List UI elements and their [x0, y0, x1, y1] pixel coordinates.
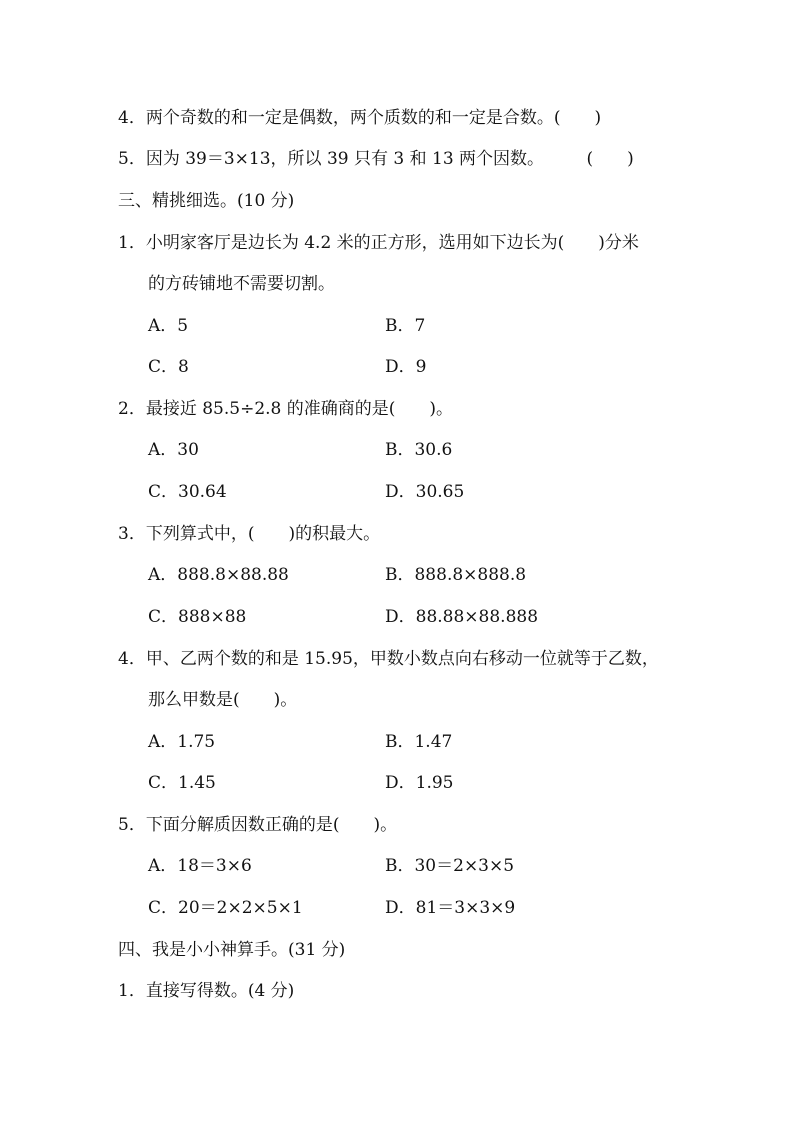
s3-q3-line1: 3．下列算式中，( )的积最大。 — [118, 524, 381, 544]
s3-q4-line1: 4．甲、乙两个数的和是 15.95，甲数小数点向右移动一位就等于乙数， — [118, 649, 659, 669]
s3-q1-option-c: C．8 — [148, 357, 189, 377]
s3-q4-option-d: D．1.95 — [385, 773, 454, 793]
s3-q3-option-c: C．888×88 — [148, 607, 247, 627]
s3-q5-option-a: A．18＝3×6 — [148, 856, 252, 876]
s4-q1-line1: 1．直接写得数。(4 分) — [118, 981, 295, 1001]
s3-q1-line2: 的方砖铺地不需要切割。 — [148, 274, 335, 294]
s3-q2-option-b: B．30.6 — [385, 440, 453, 460]
judge-question-4: 4．两个奇数的和一定是偶数，两个质数的和一定是合数。( ) — [118, 108, 602, 128]
s3-q4-option-a: A．1.75 — [148, 732, 216, 752]
s3-q1-line1: 1．小明家客厅是边长为 4.2 米的正方形，选用如下边长为( )分米 — [118, 233, 639, 253]
s3-q4-line2: 那么甲数是( )。 — [148, 690, 298, 710]
s3-q1-option-b: B．7 — [385, 316, 426, 336]
s3-q5-option-c: C．20＝2×2×5×1 — [148, 898, 303, 918]
s3-q4-option-c: C．1.45 — [148, 773, 216, 793]
s3-q4-option-b: B．1.47 — [385, 732, 453, 752]
s3-q2-line1: 2．最接近 85.5÷2.8 的准确商的是( )。 — [118, 399, 454, 419]
s3-q1-option-a: A．5 — [148, 316, 189, 336]
section-3-heading: 三、精挑细选。(10 分) — [118, 191, 295, 211]
judge-question-5: 5．因为 39＝3×13，所以 39 只有 3 和 13 两个因数。 ( ) — [118, 149, 634, 169]
s3-q2-option-a: A．30 — [148, 440, 199, 460]
s3-q3-option-d: D．88.88×88.888 — [385, 607, 539, 627]
s3-q5-option-b: B．30＝2×3×5 — [385, 856, 515, 876]
s3-q2-option-d: D．30.65 — [385, 482, 465, 502]
s3-q2-option-c: C．30.64 — [148, 482, 227, 502]
s3-q5-option-d: D．81＝3×3×9 — [385, 898, 516, 918]
s3-q1-option-d: D．9 — [385, 357, 427, 377]
s3-q3-option-b: B．888.8×888.8 — [385, 565, 527, 585]
s3-q5-line1: 5．下面分解质因数正确的是( )。 — [118, 815, 398, 835]
s3-q3-option-a: A．888.8×88.88 — [148, 565, 289, 585]
section-4-heading: 四、我是小小神算手。(31 分) — [118, 940, 346, 960]
